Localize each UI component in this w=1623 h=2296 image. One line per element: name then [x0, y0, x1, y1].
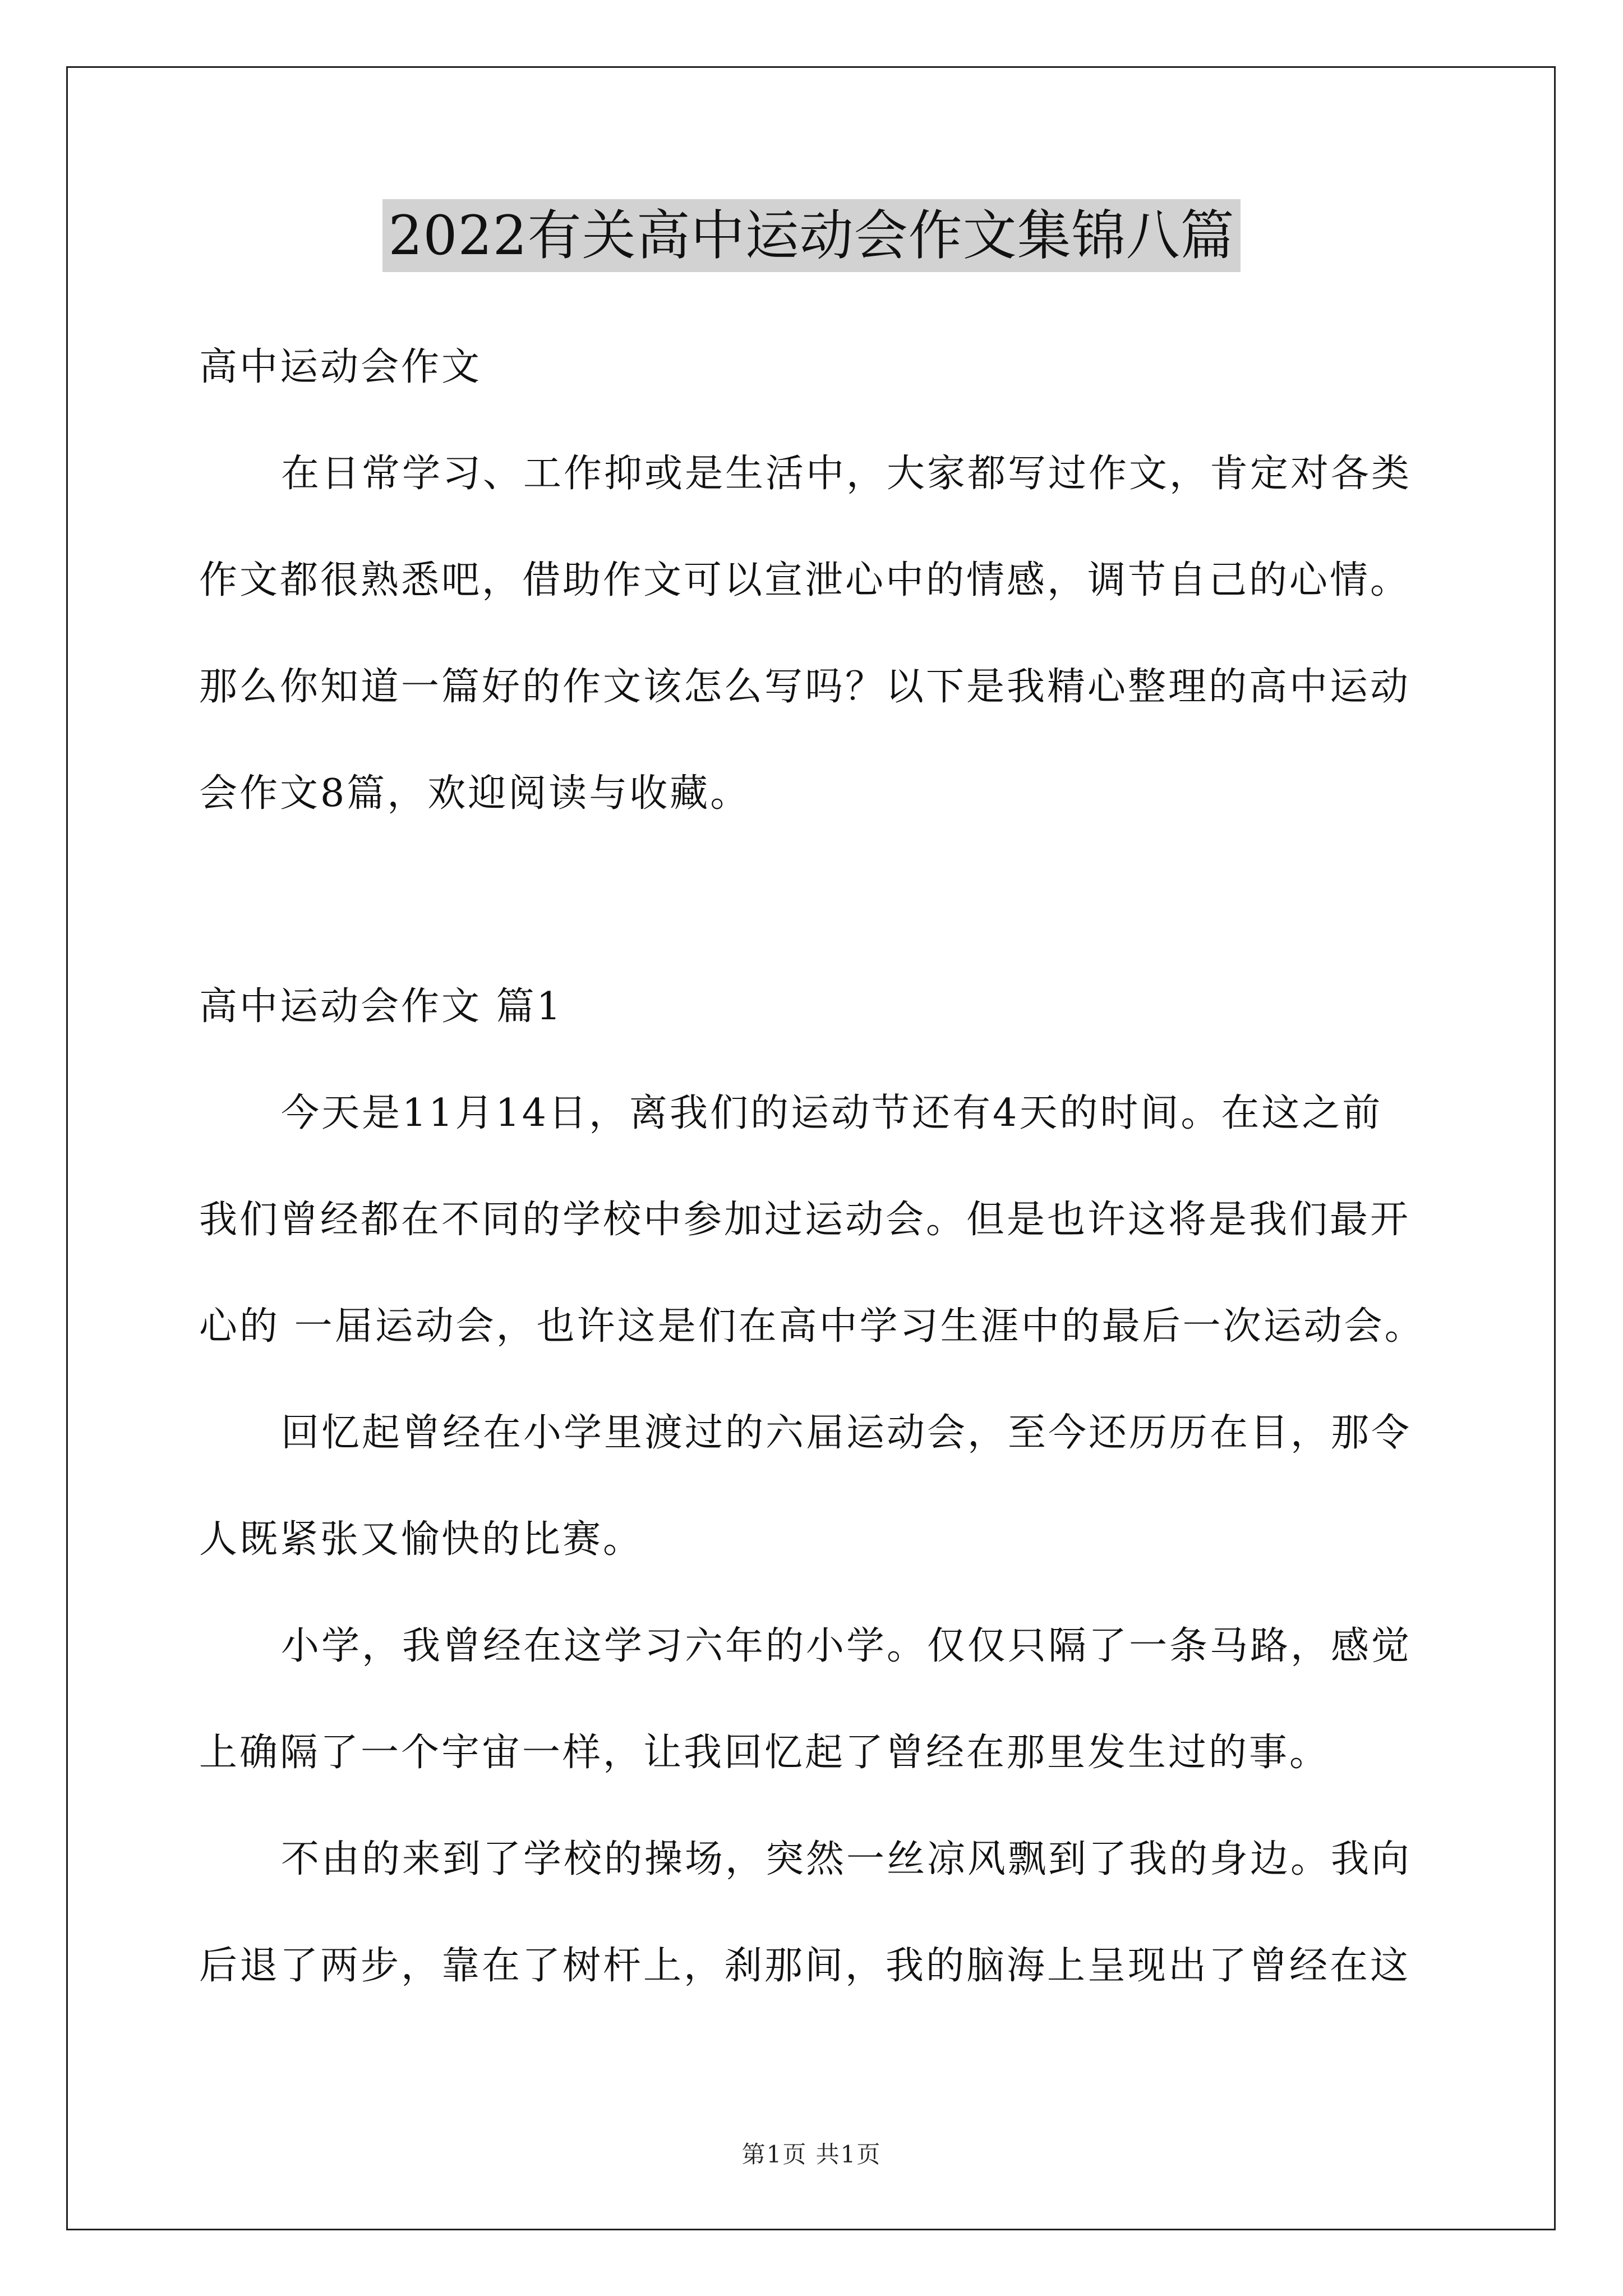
document-title: 2022有关高中运动会作文集锦八篇 [382, 199, 1240, 272]
intro-line-3: 那么你知道一篇好的作文该怎么写吗？以下是我精心整理的高中运动 [199, 665, 1411, 709]
paragraph-1-line-3: 心的 一届运动会，也许这是们在高中学习生涯中的最后一次运动会。 [199, 1304, 1425, 1349]
document-body [199, 314, 1438, 2019]
paragraph-2-line-1: 回忆起曾经在小学里渡过的六届运动会，至今还历历在目，那令 [281, 1411, 1412, 1455]
paragraph-1-line-2: 我们曾经都在不同的学校中参加过运动会。但是也许这将是我们最开 [199, 1198, 1411, 1242]
section-heading: 高中运动会作文 篇1 [199, 984, 563, 1029]
paragraph-3-line-1: 小学，我曾经在这学习六年的小学。仅仅只隔了一条马路，感觉 [281, 1624, 1412, 1668]
blank-line [199, 847, 1438, 954]
paragraph-2-line-2: 人既紧张又愉快的比赛。 [199, 1517, 644, 1562]
title-container [0, 199, 1623, 272]
paragraph-4-line-2: 后退了两步，靠在了树杆上，刹那间，我的脑海上呈现出了曾经在这 [199, 1944, 1411, 1988]
paragraph-3-line-2: 上确隔了一个宇宙一样，让我回忆起了曾经在那里发生过的事。 [199, 1731, 1330, 1775]
page-footer: 第1页 共1页 [741, 2141, 882, 2168]
intro-line-4: 会作文8篇，欢迎阅读与收藏。 [199, 771, 751, 816]
paragraph-4-line-1: 不由的来到了学校的操场，突然一丝凉风飘到了我的身边。我向 [281, 1837, 1412, 1881]
intro-heading: 高中运动会作文 [199, 345, 482, 389]
intro-line-2: 作文都很熟悉吧，借助作文可以宣泄心中的情感，调节自己的心情。 [199, 558, 1411, 602]
intro-line-1: 在日常学习、工作抑或是生活中，大家都写过作文，肯定对各类 [281, 452, 1412, 496]
paragraph-1-line-1: 今天是11月14日，离我们的运动节还有4天的时间。在这之前 [281, 1091, 1383, 1135]
